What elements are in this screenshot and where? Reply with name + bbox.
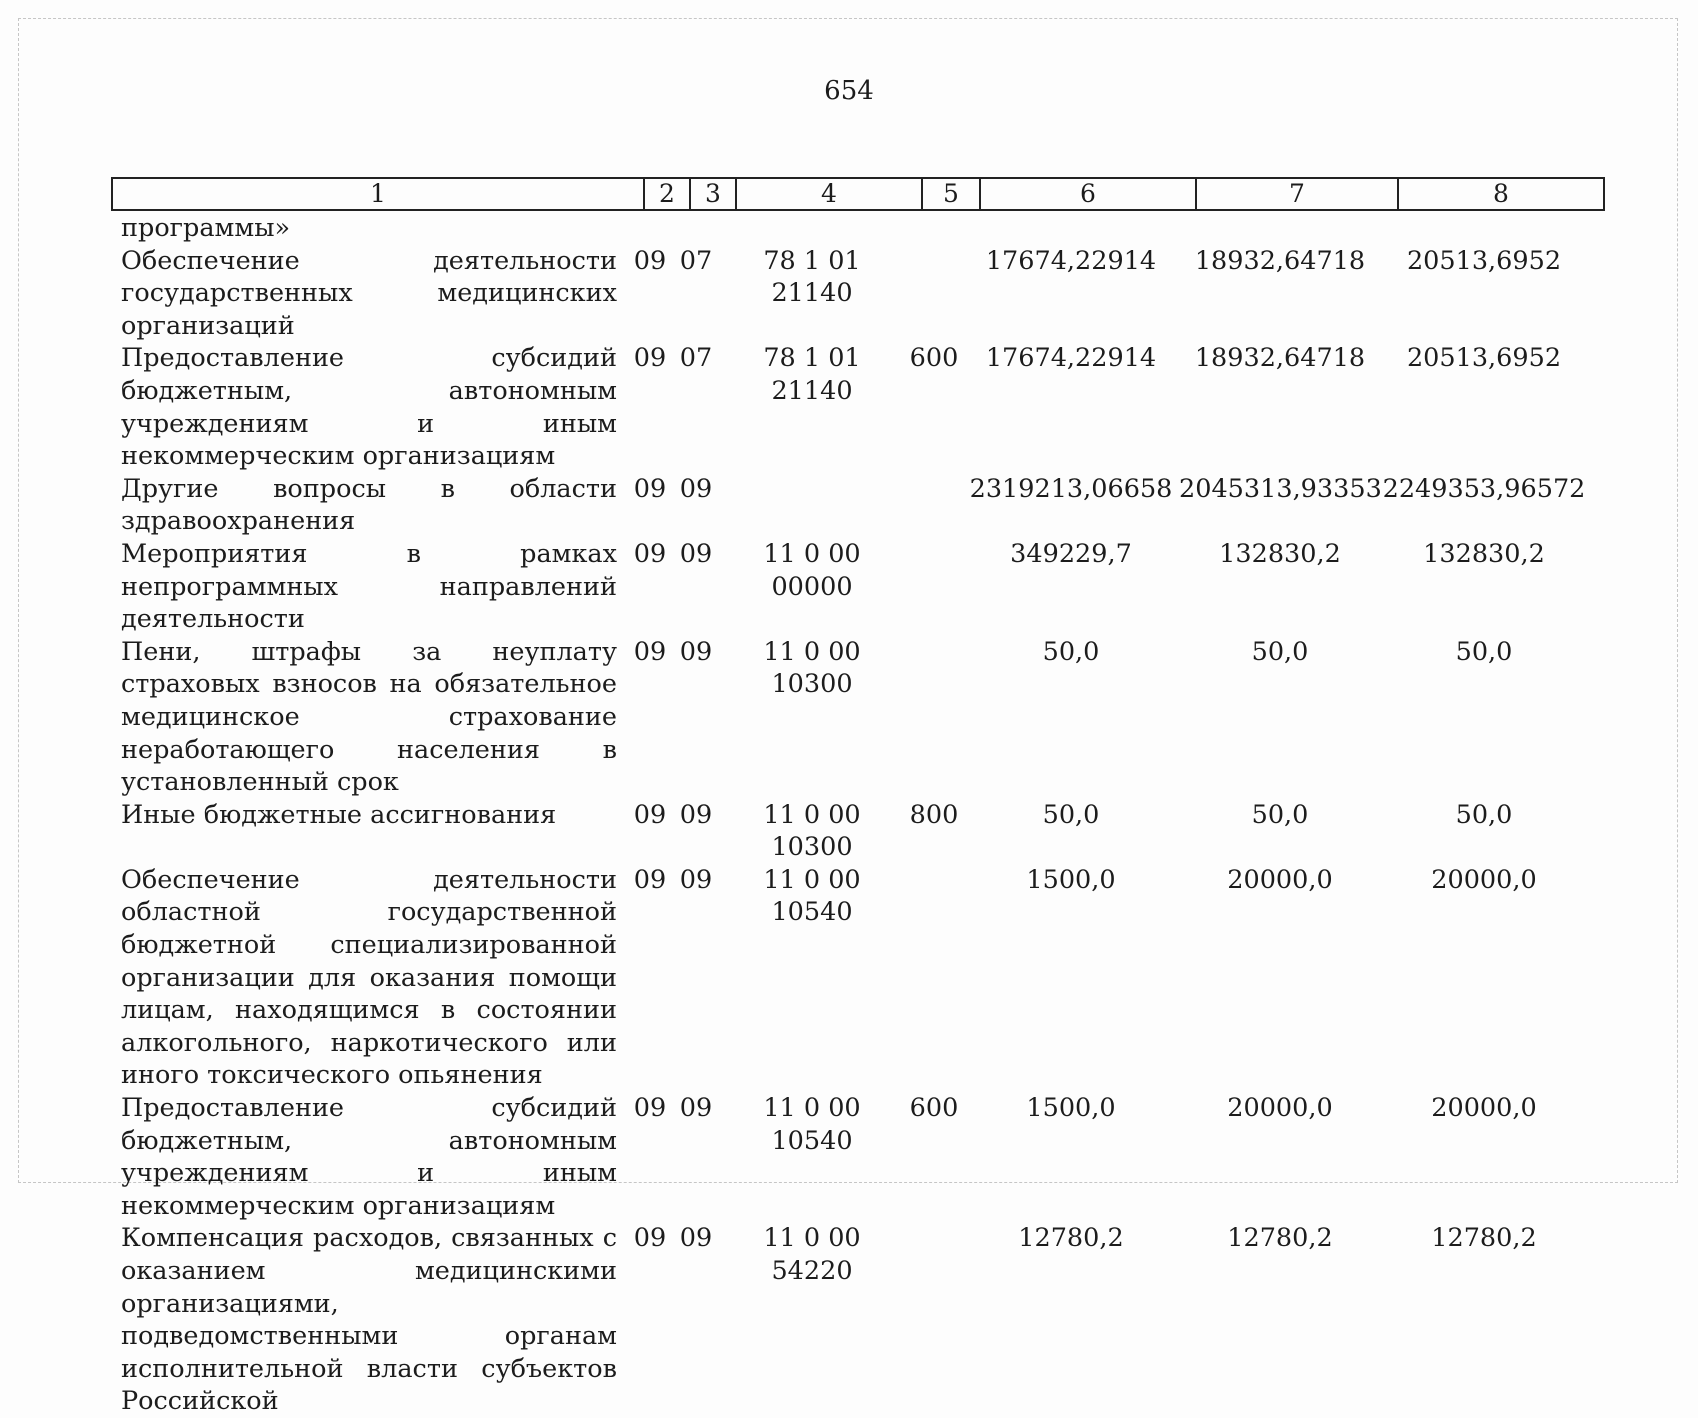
row-amount-6: 1500,0: [1026, 864, 1116, 895]
row-amount-7: 50,0: [1251, 636, 1309, 667]
table-row: [111, 864, 1601, 1092]
row-target-code: 78 1 01 21140: [763, 343, 861, 406]
row-amount-6: 2319213,06658: [969, 473, 1173, 504]
row-amount-7: 20000,0: [1227, 1093, 1333, 1124]
header-col-5: 5: [922, 178, 980, 210]
row-target-code: 78 1 01 21140: [763, 245, 861, 309]
row-subsection: 09: [679, 1093, 713, 1124]
row-amount-8: 132830,2: [1423, 538, 1545, 569]
row-amount-8: 20513,6952: [1406, 245, 1562, 276]
table-row: [111, 245, 1601, 343]
row-target-code: 11 0 00 10300: [763, 636, 861, 700]
row-subsection: 09: [679, 636, 713, 667]
row-amount-6: 17674,22914: [985, 245, 1157, 276]
row-name: Иные бюджетные ассигнования: [121, 799, 557, 830]
header-col-7: 7: [1196, 178, 1398, 210]
row-expense-type: 600: [909, 1093, 959, 1124]
row-amount-6: 50,0: [1042, 799, 1100, 830]
row-target-code: 11 0 00 54220: [763, 1223, 861, 1286]
row-amount-7: 12780,2: [1227, 1223, 1333, 1254]
table-row: [111, 212, 1601, 245]
table-body: [111, 212, 1601, 1418]
row-section: 09: [633, 245, 667, 276]
row-target-code: 11 0 00 10540: [763, 1093, 861, 1156]
row-target-code: 11 0 00 10300: [763, 799, 861, 863]
row-expense-type: 600: [909, 343, 959, 374]
row-amount-8: 50,0: [1455, 799, 1513, 830]
row-name: Предоставление субсидий бюджетным, автономным учреждениям и иным некоммерческим организациям: [121, 1093, 617, 1221]
row-amount-6: 349229,7: [1010, 538, 1132, 569]
row-section: 09: [633, 636, 667, 667]
table-header: [111, 177, 1605, 211]
table-row: [111, 1222, 1601, 1418]
row-subsection: 09: [679, 538, 713, 569]
header-col-1: 1: [112, 178, 644, 210]
row-section: 09: [633, 1223, 667, 1254]
row-amount-7: 132830,2: [1219, 538, 1341, 569]
table-row: [111, 1092, 1601, 1222]
row-name: Мероприятия в рамках непрограммных направлений деятельности: [121, 538, 617, 635]
row-subsection: 07: [679, 245, 713, 276]
row-amount-6: 50,0: [1042, 636, 1100, 667]
row-name: Пени, штрафы за неуплату страховых взносов на обязательное медицинское страхование неработающего населения в установленный срок: [121, 636, 617, 798]
table-row: [111, 799, 1601, 864]
row-amount-7: 18932,64718: [1194, 343, 1366, 374]
row-section: 09: [633, 473, 667, 504]
table-row: [111, 636, 1601, 799]
row-amount-6: 17674,22914: [985, 343, 1157, 374]
row-subsection: 09: [679, 473, 713, 504]
row-amount-7: 20000,0: [1227, 864, 1333, 895]
header-col-3: 3: [690, 178, 736, 210]
row-amount-8: 20513,6952: [1406, 343, 1562, 374]
table-row: [111, 342, 1601, 472]
header-col-6: 6: [980, 178, 1196, 210]
row-amount-7: 50,0: [1251, 799, 1309, 830]
row-name: Обеспечение деятельности государственных медицинских организаций: [121, 245, 617, 341]
row-amount-6: 12780,2: [1018, 1223, 1124, 1254]
row-section: 09: [633, 799, 667, 830]
row-subsection: 09: [679, 1223, 713, 1254]
header-col-8: 8: [1398, 178, 1604, 210]
row-amount-7: 2045313,93353: [1179, 473, 1382, 504]
header-col-4: 4: [736, 178, 922, 210]
row-name: Другие вопросы в области здравоохранения: [121, 473, 617, 537]
row-target-code: 11 0 00 10540: [763, 864, 861, 928]
row-name: Обеспечение деятельности областной государственной бюджетной специализированной организации для оказания помощи лицам, находящимся в состоянии алкогольного, наркотического или иного токсического опьянения: [121, 864, 617, 1091]
row-name: программы»: [121, 213, 291, 243]
row-amount-8: 20000,0: [1431, 1093, 1537, 1124]
page-number: 654: [824, 76, 874, 106]
row-name: Компенсация расходов, связанных с оказанием медицинскими организациями, подведомственными органам исполнительной власти субъектов Российской: [121, 1223, 617, 1417]
row-section: 09: [633, 864, 667, 895]
row-subsection: 09: [679, 799, 713, 830]
row-amount-8: 12780,2: [1431, 1223, 1537, 1254]
row-section: 09: [633, 1093, 667, 1124]
row-amount-7: 18932,64718: [1194, 245, 1366, 276]
table-row: [111, 538, 1601, 636]
row-amount-8: 2249353,96572: [1382, 473, 1586, 504]
row-subsection: 07: [679, 343, 713, 374]
row-expense-type: 800: [909, 799, 959, 830]
table-row: [111, 473, 1601, 538]
header-col-2: 2: [644, 178, 690, 210]
row-subsection: 09: [679, 864, 713, 895]
row-amount-6: 1500,0: [1026, 1093, 1116, 1124]
row-amount-8: 50,0: [1455, 636, 1513, 667]
row-target-code: 11 0 00 00000: [763, 538, 861, 602]
row-name: Предоставление субсидий бюджетным, автономным учреждениям и иным некоммерческим организациям: [121, 343, 617, 472]
row-amount-8: 20000,0: [1431, 864, 1537, 895]
row-section: 09: [633, 538, 667, 569]
row-section: 09: [633, 343, 667, 374]
